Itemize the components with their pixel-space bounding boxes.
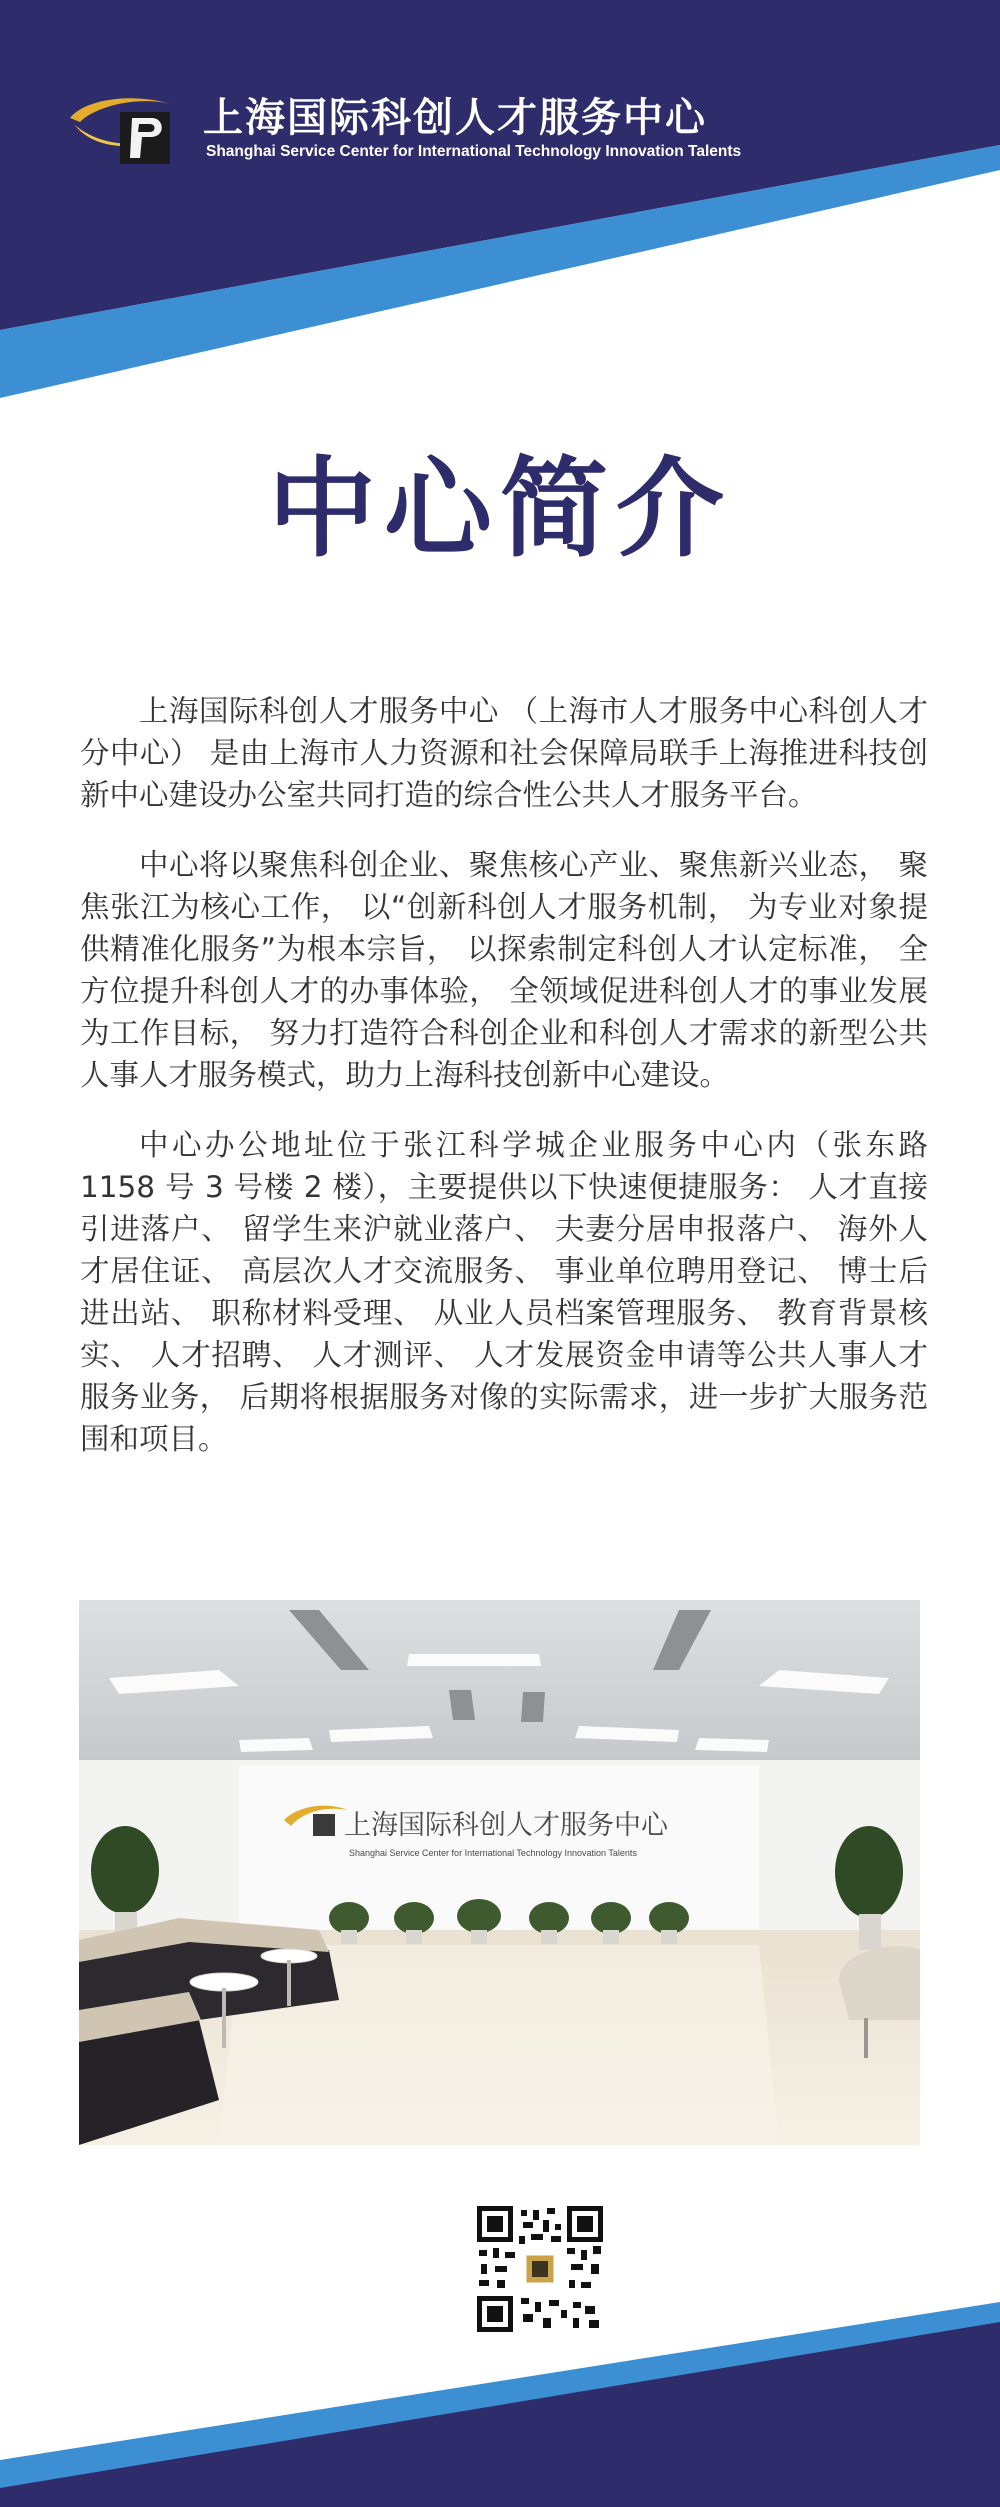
footer-band xyxy=(0,2300,1000,2507)
intro-text xyxy=(80,690,928,1488)
wall-sign-cn: 上海国际科创人才服务中心 xyxy=(344,1810,668,1841)
intro-paragraph-1: 上海国际科创人才服务中心 （上海市人才服务中心科创人才分中心） 是由上海市人力资源和社会保障局联手上海推进科技创新中心建设办公室共同打造的综合性公共人才服务平台。 xyxy=(80,694,928,812)
header-band xyxy=(0,0,1000,410)
org-name-cn: 上海国际科创人才服务中心 xyxy=(203,95,707,141)
intro-paragraph-2: 中心将以聚焦科创企业、聚焦核心产业、聚焦新兴业态， 聚焦张江为核心工作， 以“创新科创人才服务机制， 为专业对象提供精准化服务”为根本宗旨， 以探索制定科创人才认定标准， 全方位提升科创人才的办事体验， 全领域促进科创人才的事业发展为工作目标， 努力打造符合科创企业和科创人才需求的新型公共人事人才服务模式，助力上海科技创新中心建设。 xyxy=(80,848,928,1092)
intro-paragraph-3: 中心办公地址位于张江科学城企业服务中心内（张东路 1158 号 3 号楼 2 楼），主要提供以下快速便捷服务： 人才直接引进落户、 留学生来沪就业落户、 夫妻分居申报落户、 海外人才居住证、 高层次人才交流服务、 事业单位聘用登记、 博士后进出站、 职称材料受理、 从业人员档案管理服务、 教育背景核实、 人才招聘、 人才测评、 人才发展资金申请等公共人事人才服务业务， 后期将根据服务对像的实际需求，进一步扩大服务范围和项目。 xyxy=(80,1128,928,1456)
page-title: 中心简介 xyxy=(267,447,732,572)
org-name-en: Shanghai Service Center for International Technology Innovation Talents xyxy=(206,143,742,160)
wall-sign-en: Shanghai Service Center for International Technology Innovation Talents xyxy=(349,1848,637,1858)
office-lobby-photo xyxy=(79,1600,920,2145)
sstc-logo-icon xyxy=(66,88,182,168)
